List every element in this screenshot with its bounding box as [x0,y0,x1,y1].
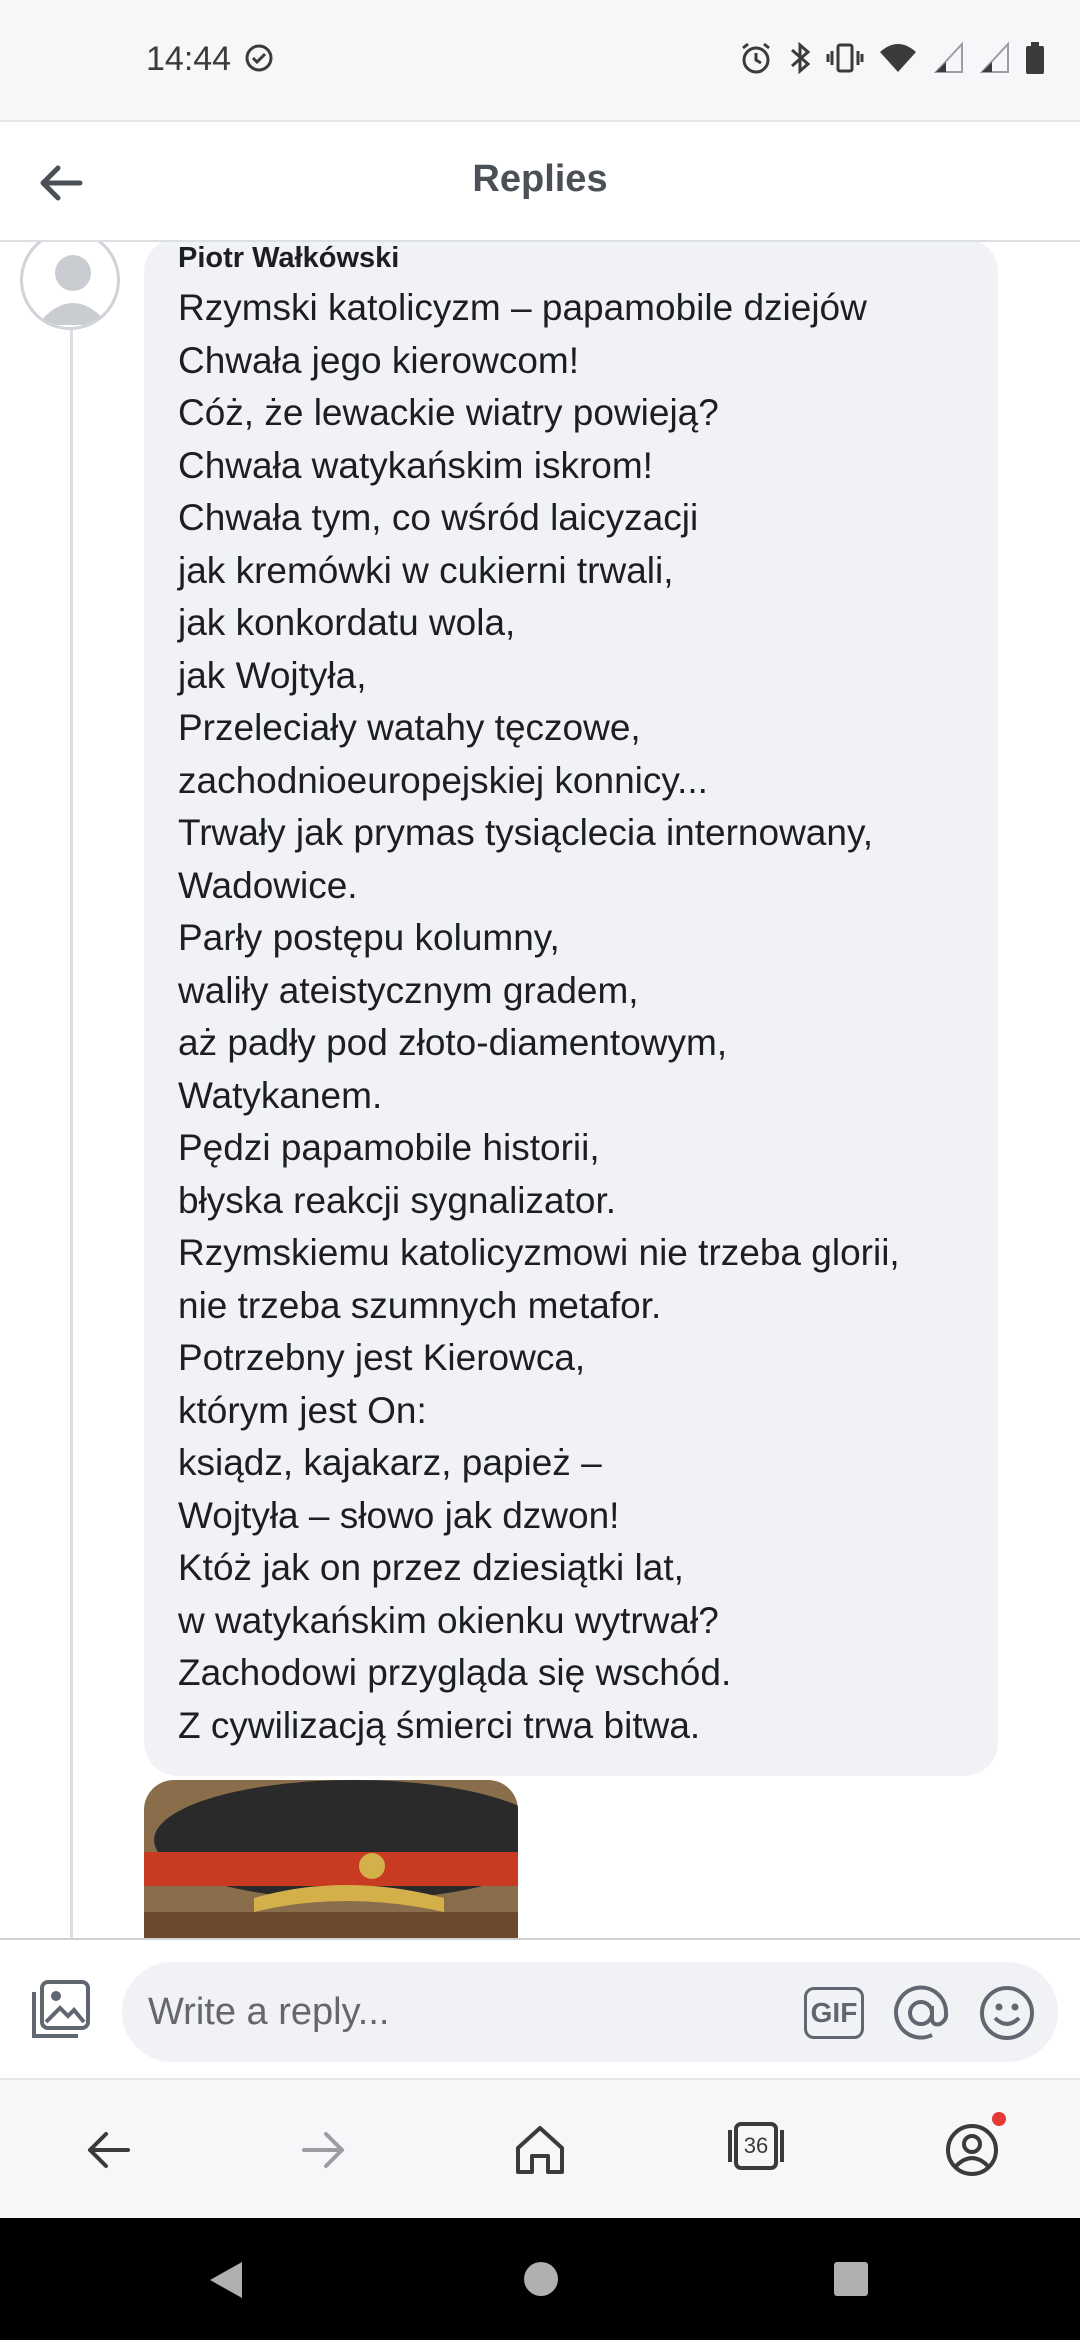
reply-input[interactable] [148,1962,708,2062]
photo-image [144,1780,518,1938]
reply-composer [0,1938,1080,2078]
poem-line: Zachodowi przygląda się wschód. [178,1652,732,1693]
poem-line: zachodnioeuropejskiej konnicy... [178,759,708,801]
poem-line: Chwała jego kierowcom! [178,339,580,381]
system-back-icon[interactable] [206,2260,246,2300]
bluetooth-icon [788,40,812,76]
comment-thread[interactable] [0,242,1080,1938]
status-bar [0,0,1080,120]
reply-box [122,1962,1058,2062]
system-navigation-bar [0,2218,1080,2340]
poem-line: Z cywilizacją śmierci trwa bitwa. [178,1704,701,1746]
poem-line: jak kremówki w cukierni trwali, [178,549,674,591]
account-icon[interactable] [942,2120,1002,2180]
poem-line: Któż jak on przez dziesiątki lat, [178,1547,684,1588]
gif-button[interactable]: GIF [804,1987,864,2039]
poem-line: Rzymskiemu katolicyzmowi nie trzeba glorii, [178,1232,900,1273]
poem-line: Rzymski katolicyzm – papamobile dziejów [178,287,867,328]
check-circle-icon [244,43,274,73]
tab-count: 36 [743,2133,769,2158]
poem-line: Trwały jak prymas tysiąclecia internowany, [178,812,873,853]
poem-line: Chwała tym, co wśród laicyzacji [178,497,699,538]
browser-back-icon[interactable] [78,2120,138,2180]
vibrate-icon [826,40,864,76]
poem-line: błyska reakcji sygnalizator. [178,1179,617,1221]
alarm-icon [738,40,774,76]
home-icon[interactable] [510,2120,570,2180]
emoji-icon[interactable] [978,1984,1036,2042]
poem-line: ksiądz, kajakarz, papież – [178,1442,602,1483]
notification-dot [992,2112,1006,2126]
poem-line: Parły postępu kolumny, [178,917,560,958]
poem-line: którym jest On: [178,1389,427,1431]
avatar[interactable] [20,242,120,330]
tabs-button[interactable] [728,2118,784,2174]
comment-photo[interactable] [144,1780,518,1938]
page-title: Replies [472,158,608,200]
poem-line: Wadowice. [178,864,358,906]
comment-text [178,282,998,1752]
poem-line: Chwała watykańskim iskrom! [178,444,653,486]
thread-line [70,322,73,1938]
default-avatar-icon [23,242,120,330]
browser-forward-icon[interactable] [294,2120,354,2180]
poem-line: Pędzi papamobile historii, [178,1127,600,1168]
browser-toolbar [0,2078,1080,2218]
battery-icon [1024,40,1046,76]
header [0,120,1080,242]
poem-line: Wojtyła – słowo jak dzwon! [178,1494,620,1536]
poem-line: w watykańskim okienku wytrwał? [178,1599,719,1641]
poem-line: jak Wojtyła, [178,654,367,696]
poem-line: Watykanem. [178,1074,383,1116]
poem-line: Cóż, że lewackie wiatry powieją? [178,392,719,433]
mention-icon[interactable] [892,1984,950,2042]
signal-sim2-icon [978,40,1010,76]
poem-line: waliły ateistycznym gradem, [178,969,639,1011]
poem-line: Przeleciały watahy tęczowe, [178,707,641,748]
status-time: 14:44 [146,40,232,78]
poem-line: aż padły pod złoto-diamentowym, [178,1022,728,1063]
poem-line: Potrzebny jest Kierowca, [178,1337,586,1378]
signal-sim1-icon [932,40,964,76]
status-icons [738,38,1046,78]
poem-line: nie trzeba szumnych metafor. [178,1284,662,1326]
poem-line: jak konkordatu wola, [178,602,516,643]
photo-gallery-icon[interactable] [30,1978,92,2040]
system-recents-icon[interactable] [832,2260,870,2298]
system-home-icon[interactable] [522,2260,560,2298]
comment-author[interactable]: Piotr Wałkówski [178,242,400,274]
wifi-icon [878,40,918,76]
